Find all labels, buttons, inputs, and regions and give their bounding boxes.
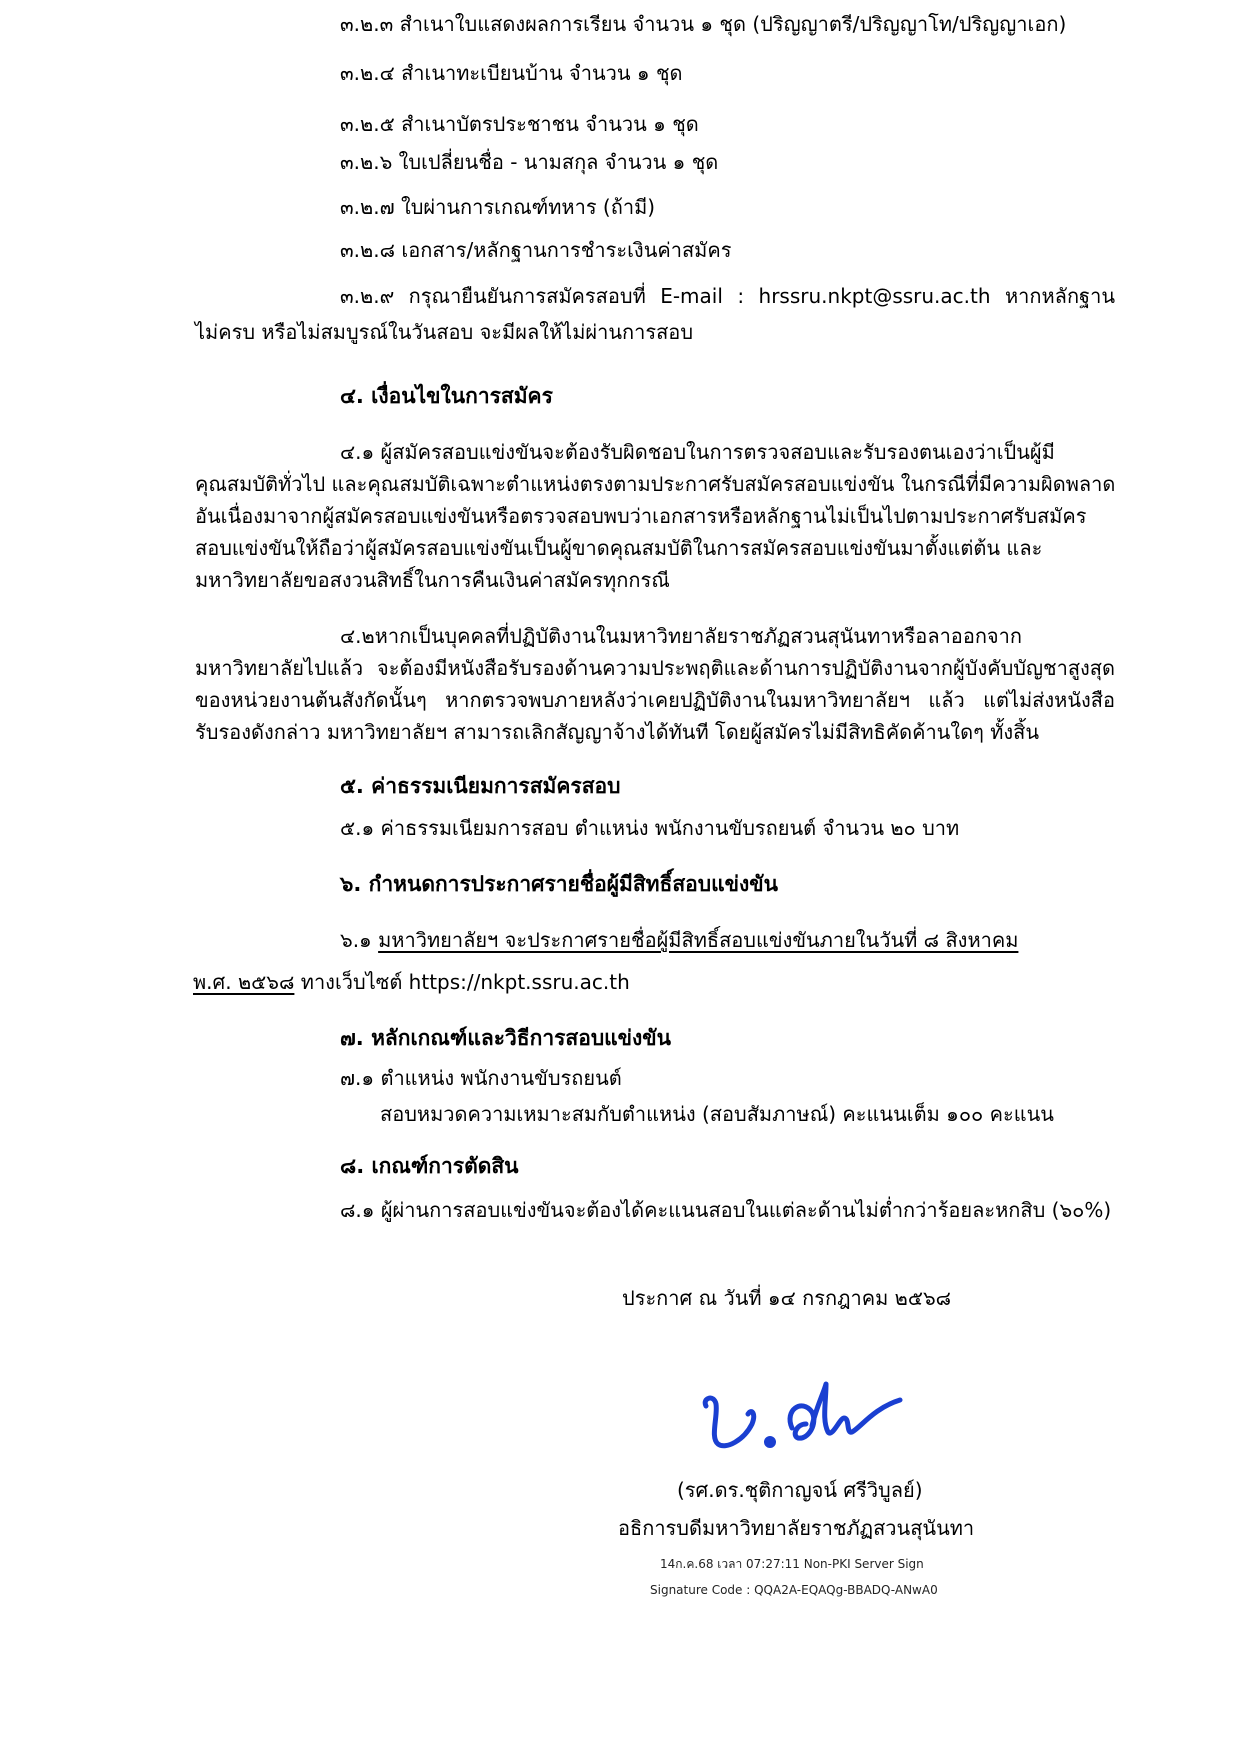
signature-code: Signature Code : QQA2A-EQAQg-BBADQ-ANwA0	[650, 1583, 938, 1597]
item-6-1-underlined-text: มหาวิทยาลัยฯ จะประกาศรายชื่อผู้มีสิทธิ์สอบแข่งขันภายในวันที่ ๘ สิงหาคม	[378, 928, 1019, 952]
item-4-2-line1: ๔.๒หากเป็นบุคคลที่ปฏิบัติงานในมหาวิทยาลัยราชภัฏสวนสุนันทาหรือลาออกจาก	[340, 624, 1022, 648]
section-7-heading: ๗. หลักเกณฑ์และวิธีการสอบแข่งขัน	[340, 1026, 672, 1050]
signatory-name: (รศ.ดร.ชุติกาญจน์ ศรีวิบูลย์)	[677, 1478, 923, 1502]
item-7-1-detail: สอบหมวดความเหมาะสมกับตำแหน่ง (สอบสัมภาษณ์) คะแนนเต็ม ๑๐๐ คะแนน	[380, 1102, 1054, 1126]
item-3-2-7: ๓.๒.๗ ใบผ่านการเกณฑ์ทหาร (ถ้ามี)	[340, 195, 656, 219]
section-5-heading: ๕. ค่าธรรมเนียมการสมัครสอบ	[340, 774, 621, 798]
item-4-1-line5: มหาวิทยาลัยขอสงวนสิทธิ์ในการคืนเงินค่าสมัครทุกกรณี	[195, 568, 670, 592]
handwritten-signature	[700, 1368, 910, 1468]
section-4-heading: ๔. เงื่อนไขในการสมัคร	[340, 384, 553, 408]
item-6-1-line2	[193, 968, 630, 996]
announcement-date: ประกาศ ณ วันที่ ๑๔ กรกฎาคม ๒๕๖๘	[622, 1286, 952, 1310]
item-3-2-6: ๓.๒.๖ ใบเปลี่ยนชื่อ - นามสกุล จำนวน ๑ ชุด	[340, 150, 719, 174]
item-3-2-9-line1: ๓.๒.๙ กรุณายืนยันการสมัครสอบที่ E-mail : hrssru.nkpt@ssru.ac.th หากหลักฐาน	[340, 284, 1115, 308]
item-6-1-line1	[340, 926, 1018, 954]
item-4-1-line2: คุณสมบัติทั่วไป และคุณสมบัติเฉพาะตำแหน่งตรงตามประกาศรับสมัครสอบแข่งขัน ในกรณีที่มีความผิดพลาด	[195, 472, 1116, 496]
item-3-2-5: ๓.๒.๕ สำเนาบัตรประชาชน จำนวน ๑ ชุด	[340, 112, 699, 136]
item-4-2-line3: ของหน่วยงานต้นสังกัดนั้นๆ หากตรวจพบภายหลังว่าเคยปฏิบัติงานในมหาวิทยาลัยฯ แล้ว แต่ไม่ส่งหนังสือ	[195, 688, 1115, 712]
item-5-1: ๕.๑ ค่าธรรมเนียมการสอบ ตำแหน่ง พนักงานขับรถยนต์ จำนวน ๒๐ บาท	[340, 816, 960, 840]
item-4-2-line4: รับรองดังกล่าว มหาวิทยาลัยฯ สามารถเลิกสัญญาจ้างได้ทันที โดยผู้สมัครไม่มีสิทธิคัดค้านใดๆ ทั้งสิ้น	[195, 720, 1040, 744]
section-8-heading: ๘. เกณฑ์การตัดสิน	[340, 1154, 519, 1178]
item-4-1-line3: อันเนื่องมาจากผู้สมัครสอบแข่งขันหรือตรวจสอบพบว่าเอกสารหรือหลักฐานไม่เป็นไปตามประกาศรับสมัคร	[195, 504, 1087, 528]
item-4-1-line1: ๔.๑ ผู้สมัครสอบแข่งขันจะต้องรับผิดชอบในการตรวจสอบและรับรองตนเองว่าเป็นผู้มี	[340, 440, 1055, 464]
sign-timestamp: 14ก.ค.68 เวลา 07:27:11 Non-PKI Server Sign	[660, 1557, 924, 1571]
item-3-2-9-line2: ไม่ครบ หรือไม่สมบูรณ์ในวันสอบ จะมีผลให้ไม่ผ่านการสอบ	[195, 320, 694, 344]
signatory-title: อธิการบดีมหาวิทยาลัยราชภัฏสวนสุนันทา	[618, 1516, 975, 1540]
item-3-2-4: ๓.๒.๔ สำเนาทะเบียนบ้าน จำนวน ๑ ชุด	[340, 61, 683, 85]
section-6-heading: ๖. กำหนดการประกาศรายชื่อผู้มีสิทธิ์สอบแข่งขัน	[340, 872, 778, 896]
item-4-2-line2: มหาวิทยาลัยไปแล้ว จะต้องมีหนังสือรับรองด้านความประพฤติและด้านการปฏิบัติงานจากผู้บังคับบัญชาสูงสุด	[195, 656, 1115, 680]
item-6-1-website: ทางเว็บไซต์ https://nkpt.ssru.ac.th	[300, 970, 630, 994]
item-6-1-number: ๖.๑	[340, 928, 372, 952]
item-4-1-line4: สอบแข่งขันให้ถือว่าผู้สมัครสอบแข่งขันเป็นผู้ขาดคุณสมบัติในการสมัครสอบแข่งขันมาตั้งแต่ต้น และ	[195, 536, 1043, 560]
item-8-1: ๘.๑ ผู้ผ่านการสอบแข่งขันจะต้องได้คะแนนสอบในแต่ละด้านไม่ต่ำกว่าร้อยละหกสิบ (๖๐%)	[340, 1198, 1112, 1222]
item-7-1: ๗.๑ ตำแหน่ง พนักงานขับรถยนต์	[340, 1066, 622, 1090]
item-3-2-3: ๓.๒.๓ สำเนาใบแสดงผลการเรียน จำนวน ๑ ชุด (ปริญญาตรี/ปริญญาโท/ปริญญาเอก)	[340, 12, 1067, 36]
item-6-1-year: พ.ศ. ๒๕๖๘	[193, 970, 295, 994]
item-3-2-8: ๓.๒.๘ เอกสาร/หลักฐานการชำระเงินค่าสมัคร	[340, 238, 732, 262]
